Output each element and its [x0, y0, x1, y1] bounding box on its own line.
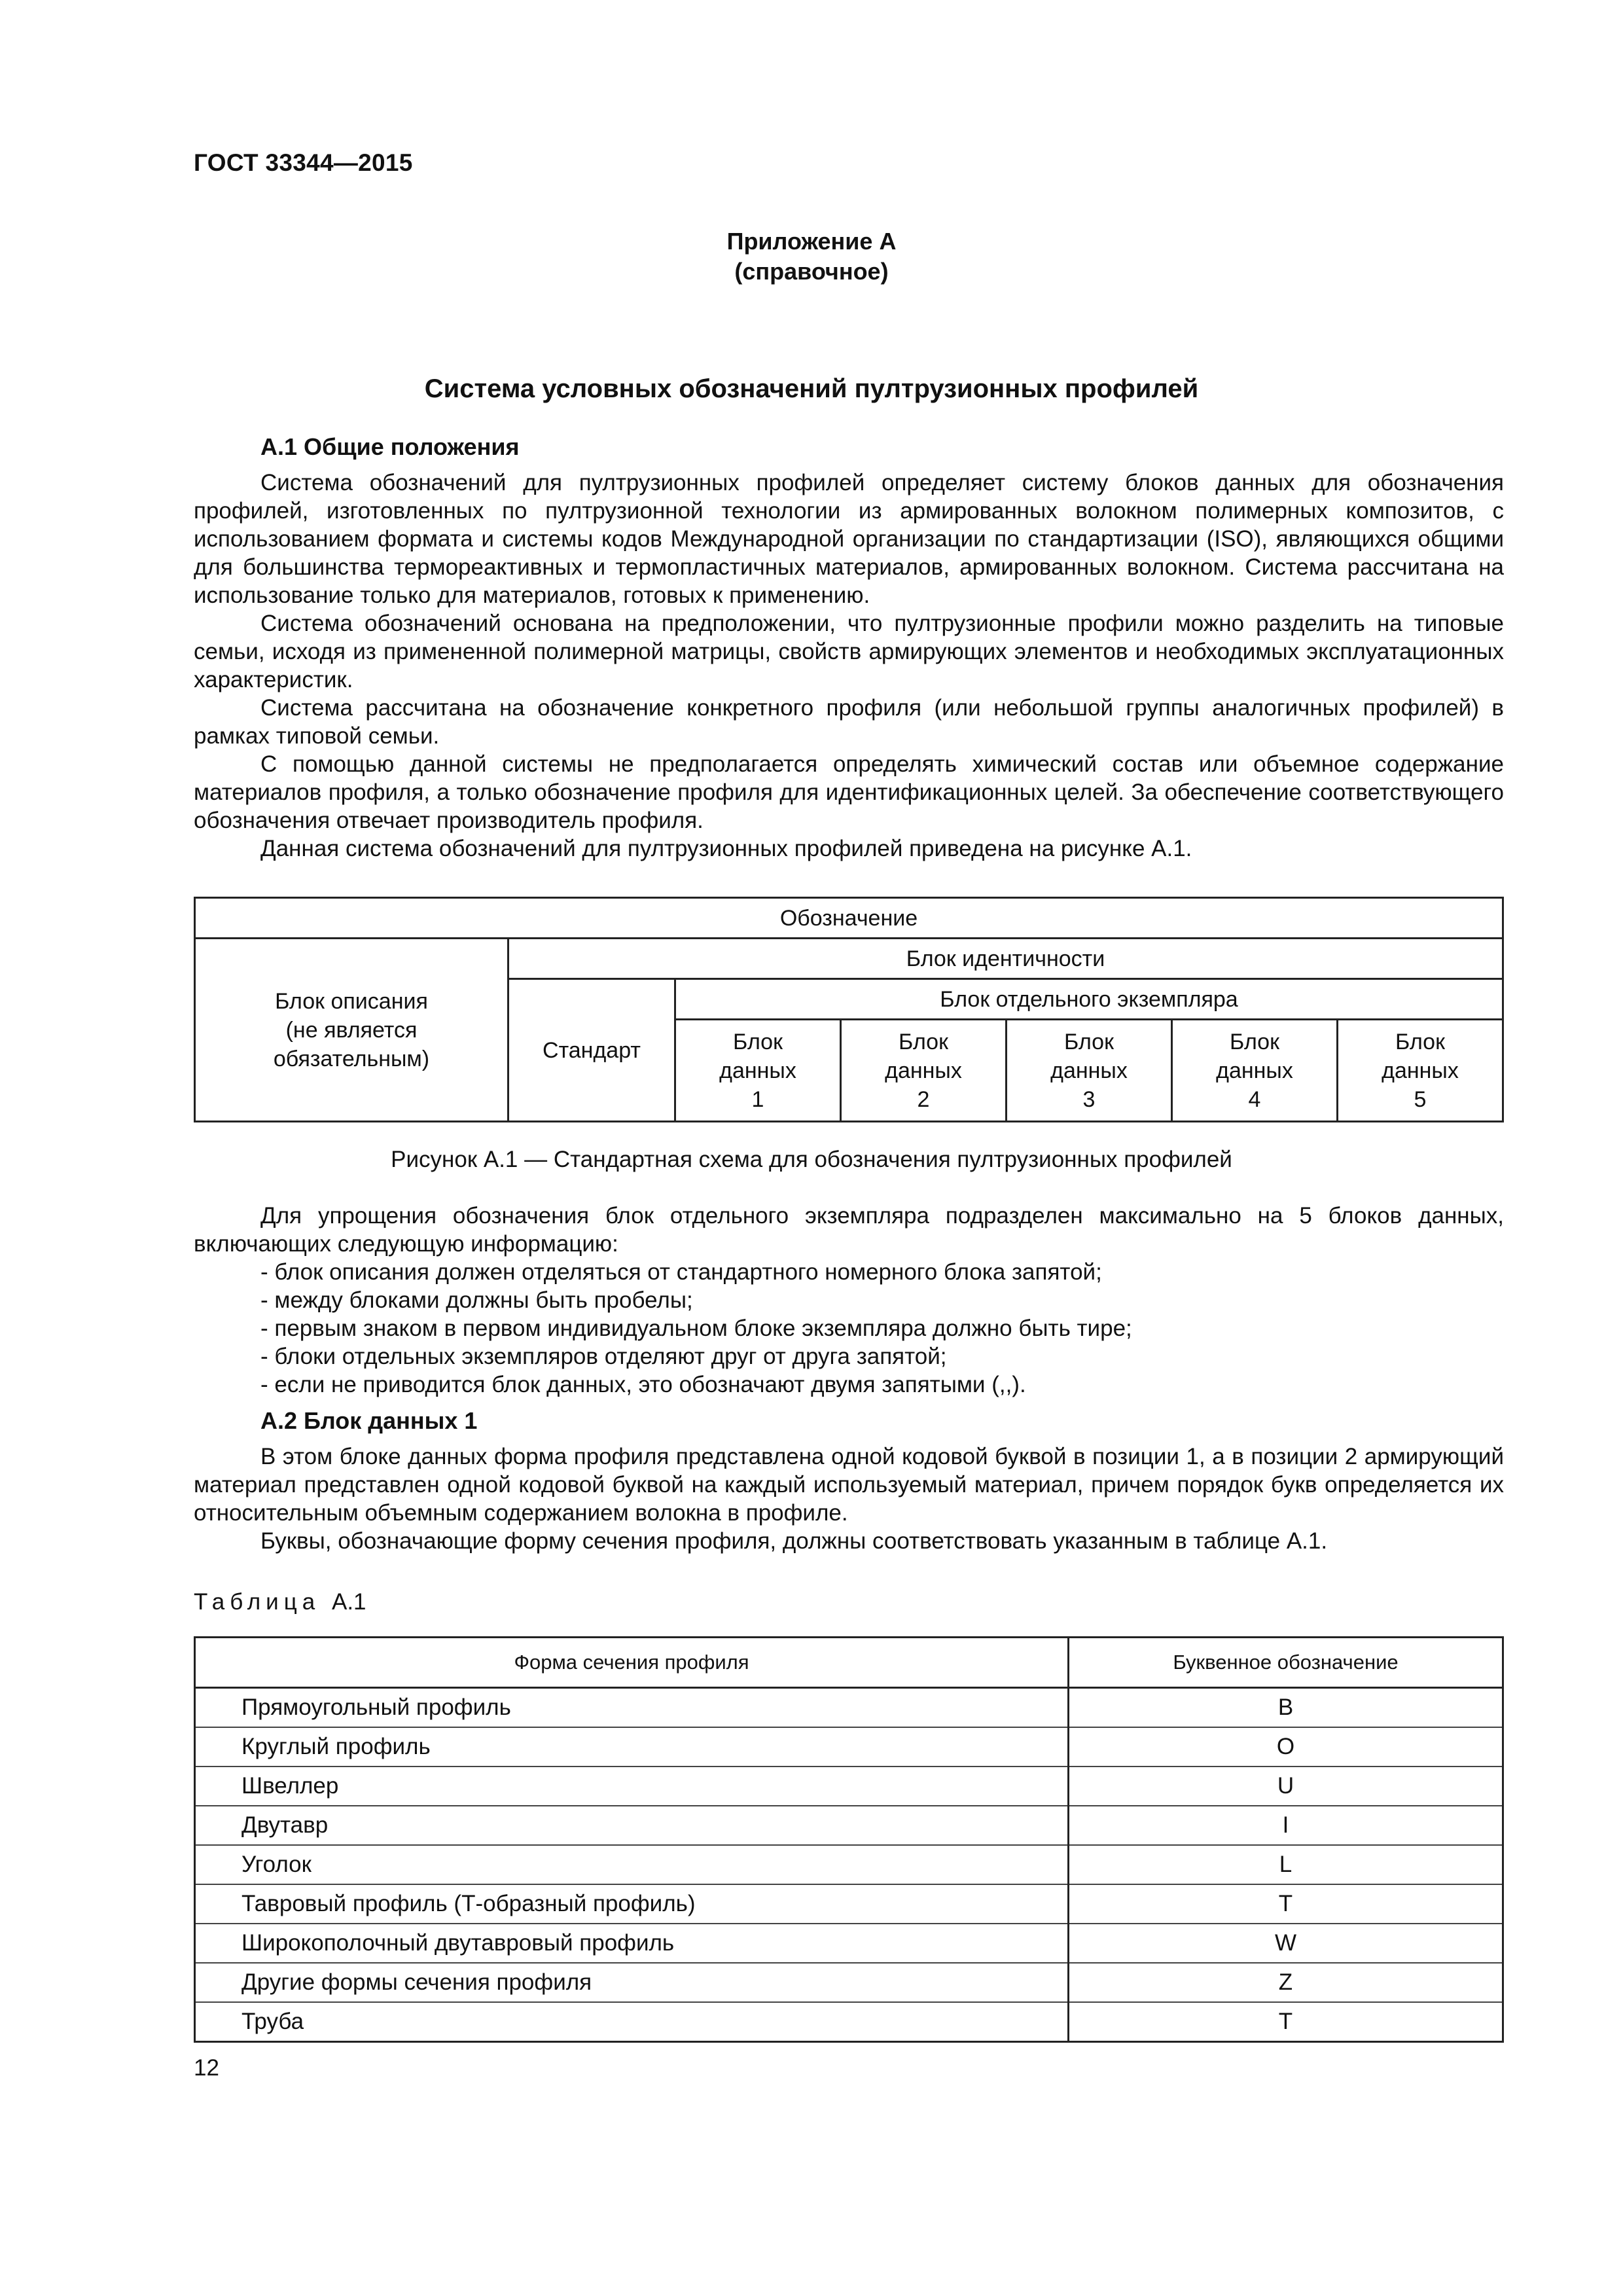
column-header-code: Буквенное обозначение — [1069, 1638, 1503, 1688]
data-block-word: Блок — [1395, 1029, 1445, 1054]
shape-code: T — [1069, 1884, 1503, 1924]
section-a2-heading: А.2 Блок данных 1 — [260, 1407, 478, 1434]
list-item: - первым знаком в первом индивидуальном блоке экземпляра должно быть тире; — [260, 1316, 1132, 1341]
annex-subtitle: (справочное) — [734, 258, 889, 285]
designation-scheme — [194, 897, 1504, 1122]
data-block-number: 5 — [1414, 1086, 1427, 1112]
shape-name: Швеллер — [195, 1767, 1069, 1806]
paragraph: В этом блоке данных форма профиля представлена одной кодовой буквой в позиции 1, а в позиции 2 армирующий материал представлен одной кодовой буквой на каждый используемый материал, причем порядок букв определяется их относительным объемным содержанием волокна в профиле. — [194, 1444, 1504, 1526]
shape-name: Тавровый профиль (Т-образный профиль) — [195, 1884, 1069, 1924]
data-block-number: 4 — [1248, 1086, 1261, 1112]
paragraph: Данная система обозначений для пултрузионных профилей приведена на рисунке А.1. — [260, 836, 1192, 861]
table-row — [195, 1727, 1503, 1767]
paragraph: Система рассчитана на обозначение конкретного профиля (или небольшой группы аналогичных профилей) в рамках типовой семьи. — [194, 695, 1504, 749]
page-number: 12 — [194, 2055, 219, 2081]
data-block-cell — [1172, 1020, 1338, 1122]
data-block-number: 1 — [751, 1086, 764, 1112]
data-block-word: Блок — [899, 1029, 948, 1054]
data-block-word: данных — [1050, 1058, 1128, 1083]
table-row — [195, 1884, 1503, 1924]
data-block-word: Блок — [1064, 1029, 1114, 1054]
shape-code: L — [1069, 1845, 1503, 1884]
shape-name: Круглый профиль — [195, 1727, 1069, 1767]
description-block-cell — [195, 939, 508, 1122]
list-item: - блок описания должен отделяться от стандартного номерного блока запятой; — [260, 1259, 1102, 1285]
data-block-word: данных — [1382, 1058, 1459, 1083]
data-block-number: 2 — [917, 1086, 930, 1112]
table-label-word: Таблица — [194, 1589, 321, 1615]
shape-name: Прямоугольный профиль — [195, 1688, 1069, 1728]
column-header-shape: Форма сечения профиля — [195, 1638, 1069, 1688]
table-header-row — [195, 1638, 1503, 1688]
section-a2-body — [194, 1443, 1504, 1555]
figure-caption: Рисунок А.1 — Стандартная схема для обозначения пултрузионных профилей — [391, 1147, 1232, 1172]
table-row — [195, 1924, 1503, 1963]
description-line: Блок описания — [275, 988, 428, 1014]
paragraph: С помощью данной системы не предполагается определять химический состав или объемное содержание материалов профиля, а только обозначение профиля для идентификационных целей. За обеспечение соответствующего обозначения отвечает производитель профиля. — [194, 751, 1504, 833]
shape-name: Широкополочный двутавровый профиль — [195, 1924, 1069, 1963]
shape-code: B — [1069, 1688, 1503, 1728]
shape-code: W — [1069, 1924, 1503, 1963]
table-label — [194, 1589, 366, 1615]
annex-title: Приложение А — [726, 228, 897, 255]
list-item: - между блоками должны быть пробелы; — [260, 1287, 693, 1313]
list-item: - блоки отдельных экземпляров отделяют друг от друга запятой; — [260, 1344, 947, 1369]
profile-shape-table — [194, 1636, 1504, 2043]
description-line: (не является — [285, 1017, 418, 1043]
paragraph: Система обозначений основана на предположении, что пултрузионные профили можно разделить на типовые семьи, исходя из примененной полимерной матрицы, свойств армирующих элементов и необходимых эксплуатационных характеристик. — [194, 611, 1504, 692]
shape-code: U — [1069, 1767, 1503, 1806]
shape-code: T — [1069, 2002, 1503, 2042]
main-title: Система условных обозначений пултрузионных профилей — [424, 374, 1199, 403]
table-row — [195, 2002, 1503, 2042]
shape-name: Двутавр — [195, 1806, 1069, 1845]
data-block-word: данных — [1216, 1058, 1293, 1083]
annex-heading — [0, 226, 1623, 287]
shape-code: I — [1069, 1806, 1503, 1845]
paragraph: Буквы, обозначающие форму сечения профиля, должны соответствовать указанным в таблице А.1. — [260, 1528, 1328, 1554]
paragraph: Для упрощения обозначения блок отдельного экземпляра подразделен максимально на 5 блоков данных, включающих следующую информацию: — [194, 1203, 1504, 1257]
table-row — [195, 1688, 1503, 1728]
data-block-cell — [1007, 1020, 1172, 1122]
paragraph: Система обозначений для пултрузионных профилей определяет систему блоков данных для обозначения профилей, изготовленных по пултрузионной технологии из армированных волокном полимерных композитов, с использованием формата и системы кодов Международной организации по стандартизации (ISO), являющихся общими для большинства термореактивных и термопластичных материалов, армированных волокном. Система рассчитана на использование только для материалов, готовых к применению. — [194, 470, 1504, 608]
standard-cell: Стандарт — [508, 979, 675, 1122]
data-block-number: 3 — [1082, 1086, 1096, 1112]
table-row — [195, 1767, 1503, 1806]
data-block-word: данных — [719, 1058, 796, 1083]
list-item: - если не приводится блок данных, это обозначают двумя запятыми (,,). — [260, 1372, 1026, 1397]
shape-name: Труба — [195, 2002, 1069, 2042]
data-block-word: Блок — [1230, 1029, 1279, 1054]
identity-block-cell: Блок идентичности — [508, 939, 1503, 979]
scheme-notes — [194, 1202, 1504, 1399]
individual-block-cell: Блок отдельного экземпляра — [675, 979, 1503, 1020]
data-block-cell — [841, 1020, 1007, 1122]
designation-cell: Обозначение — [195, 898, 1503, 939]
shape-code: O — [1069, 1727, 1503, 1767]
shape-code: Z — [1069, 1963, 1503, 2002]
section-a1-body — [194, 469, 1504, 863]
data-block-word: данных — [885, 1058, 962, 1083]
description-line: обязательным) — [273, 1046, 430, 1071]
section-a1-heading: А.1 Общие положения — [260, 433, 520, 460]
document-code: ГОСТ 33344—2015 — [194, 149, 413, 176]
data-block-cell — [675, 1020, 841, 1122]
data-block-word: Блок — [733, 1029, 783, 1054]
table-row — [195, 1845, 1503, 1884]
shape-name: Другие формы сечения профиля — [195, 1963, 1069, 2002]
shape-name: Уголок — [195, 1845, 1069, 1884]
data-block-cell — [1338, 1020, 1503, 1122]
table-row — [195, 1963, 1503, 2002]
table-label-number: А.1 — [331, 1589, 366, 1615]
table-row — [195, 1806, 1503, 1845]
